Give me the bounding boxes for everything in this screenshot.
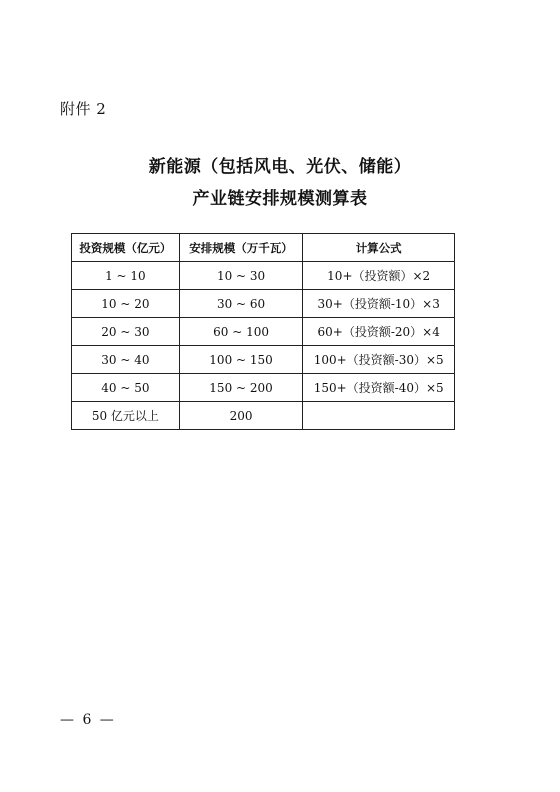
- cell-investment: 40 ~ 50: [72, 374, 180, 402]
- cell-formula: 150+（投资额-40）×5: [303, 374, 455, 402]
- cell-scale: 30 ~ 60: [179, 290, 303, 318]
- cell-investment: 1 ~ 10: [72, 262, 180, 290]
- attachment-label: 附件 2: [60, 100, 107, 118]
- table-row: [72, 374, 455, 402]
- page-number: — 6 —: [60, 712, 116, 728]
- header-formula: 计算公式: [303, 234, 455, 262]
- cell-investment: 20 ~ 30: [72, 318, 180, 346]
- cell-formula: 60+（投资额-20）×4: [303, 318, 455, 346]
- calculation-table: [71, 233, 455, 430]
- cell-formula: [303, 402, 455, 430]
- table-row: [72, 262, 455, 290]
- cell-scale: 150 ~ 200: [179, 374, 303, 402]
- table-row: [72, 290, 455, 318]
- cell-investment: 10 ~ 20: [72, 290, 180, 318]
- cell-scale: 100 ~ 150: [179, 346, 303, 374]
- cell-investment: 50 亿元以上: [72, 402, 180, 430]
- table-row: [72, 402, 455, 430]
- cell-scale: 10 ~ 30: [179, 262, 303, 290]
- cell-formula: 10+（投资额）×2: [303, 262, 455, 290]
- table-row: [72, 346, 455, 374]
- cell-investment: 30 ~ 40: [72, 346, 180, 374]
- cell-scale: 200: [179, 402, 303, 430]
- cell-scale: 60 ~ 100: [179, 318, 303, 346]
- document-title-line-1: 新能源（包括风电、光伏、储能）: [148, 157, 412, 177]
- table-header-row: [72, 234, 455, 262]
- document-title-line-2: 产业链安排规模测算表: [192, 189, 368, 209]
- header-investment-scale: 投资规模（亿元）: [72, 234, 180, 262]
- table-row: [72, 318, 455, 346]
- header-arranged-scale: 安排规模（万千瓦）: [179, 234, 303, 262]
- cell-formula: 100+（投资额-30）×5: [303, 346, 455, 374]
- cell-formula: 30+（投资额-10）×3: [303, 290, 455, 318]
